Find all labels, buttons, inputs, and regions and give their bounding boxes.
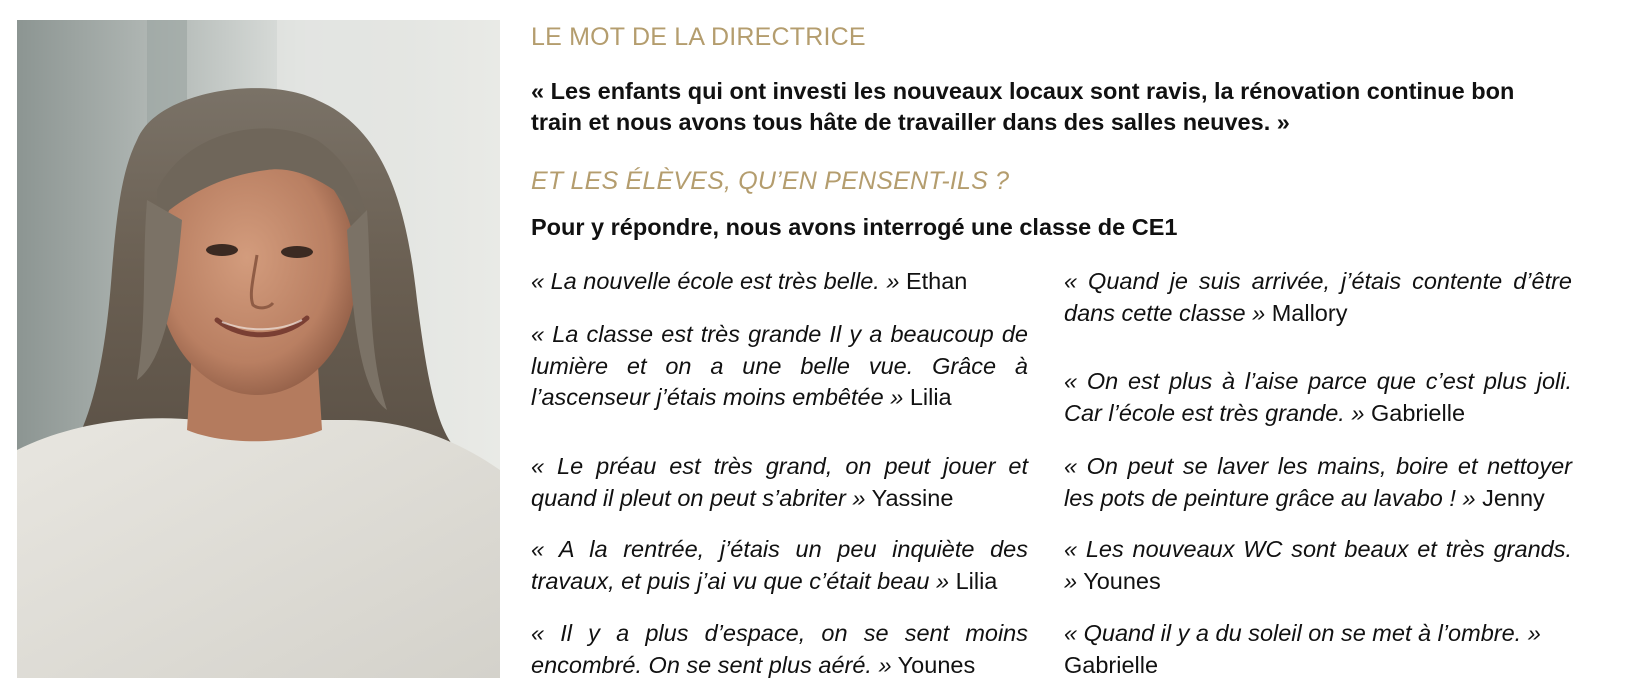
quote-text: « La classe est très grande Il y a beaucoup de lumière et on a une belle vue. Grâce à l’ascenseur j’étais moins embêtée » <box>531 321 1028 410</box>
student-quote <box>531 451 1028 514</box>
student-quote <box>1064 618 1572 681</box>
quote-author: Mallory <box>1271 299 1348 326</box>
quote-author: Yassine <box>871 484 954 511</box>
director-quote: « Les enfants qui ont investi les nouveaux locaux sont ravis, la rénovation continue bon train et nous avons tous hâte de travailler dans des salles neuves. » <box>531 78 1515 135</box>
student-quote <box>531 266 1028 298</box>
quote-author: Jenny <box>1482 484 1545 511</box>
quote-text: « On est plus à l’aise parce que c’est plus joli. Car l’école est très grande. » <box>1064 368 1572 426</box>
student-quote <box>531 534 1028 597</box>
student-quote <box>1064 266 1572 329</box>
student-quote <box>531 319 1028 414</box>
students-intro: Pour y répondre, nous avons interrogé une classe de CE1 <box>531 214 1178 240</box>
director-section-title: LE MOT DE LA DIRECTRICE <box>531 23 866 51</box>
quote-text: « A la rentrée, j’étais un peu inquiète des travaux, et puis j’ai vu que c’était beau » <box>531 536 1028 594</box>
quote-text: « La nouvelle école est très belle. » <box>531 268 900 294</box>
students-section-title: ET LES ÉLÈVES, QU’EN PENSENT-ILS ? <box>531 167 1010 195</box>
quote-author: Younes <box>1083 567 1161 594</box>
student-quote <box>531 618 1028 681</box>
student-quote <box>1064 451 1572 514</box>
quote-text: « Les nouveaux WC sont beaux et très grands. » <box>1064 536 1572 594</box>
quote-author: Gabrielle <box>1370 399 1466 426</box>
quote-text: « Quand je suis arrivée, j’étais contente d’être dans cette classe » <box>1064 268 1572 326</box>
quote-text: « On peut se laver les mains, boire et nettoyer les pots de peinture grâce au lavabo ! » <box>1064 453 1572 511</box>
quote-text: « Il y a plus d’espace, on se sent moins encombré. On se sent plus aéré. » <box>531 620 1028 678</box>
director-portrait-photo <box>17 20 500 678</box>
quote-author: Younes <box>897 651 976 678</box>
student-quote <box>1064 534 1572 597</box>
quote-text: « Quand il y a du soleil on se met à l’ombre. » <box>1064 620 1541 646</box>
student-quote <box>1064 366 1572 429</box>
quote-author: Gabrielle <box>1064 651 1159 678</box>
quote-text: « Le préau est très grand, on peut jouer et quand il pleut on peut s’abriter » <box>531 453 1028 511</box>
quote-author: Lilia <box>909 384 952 410</box>
quote-author: Ethan <box>905 268 968 294</box>
quote-author: Lilia <box>955 567 998 594</box>
